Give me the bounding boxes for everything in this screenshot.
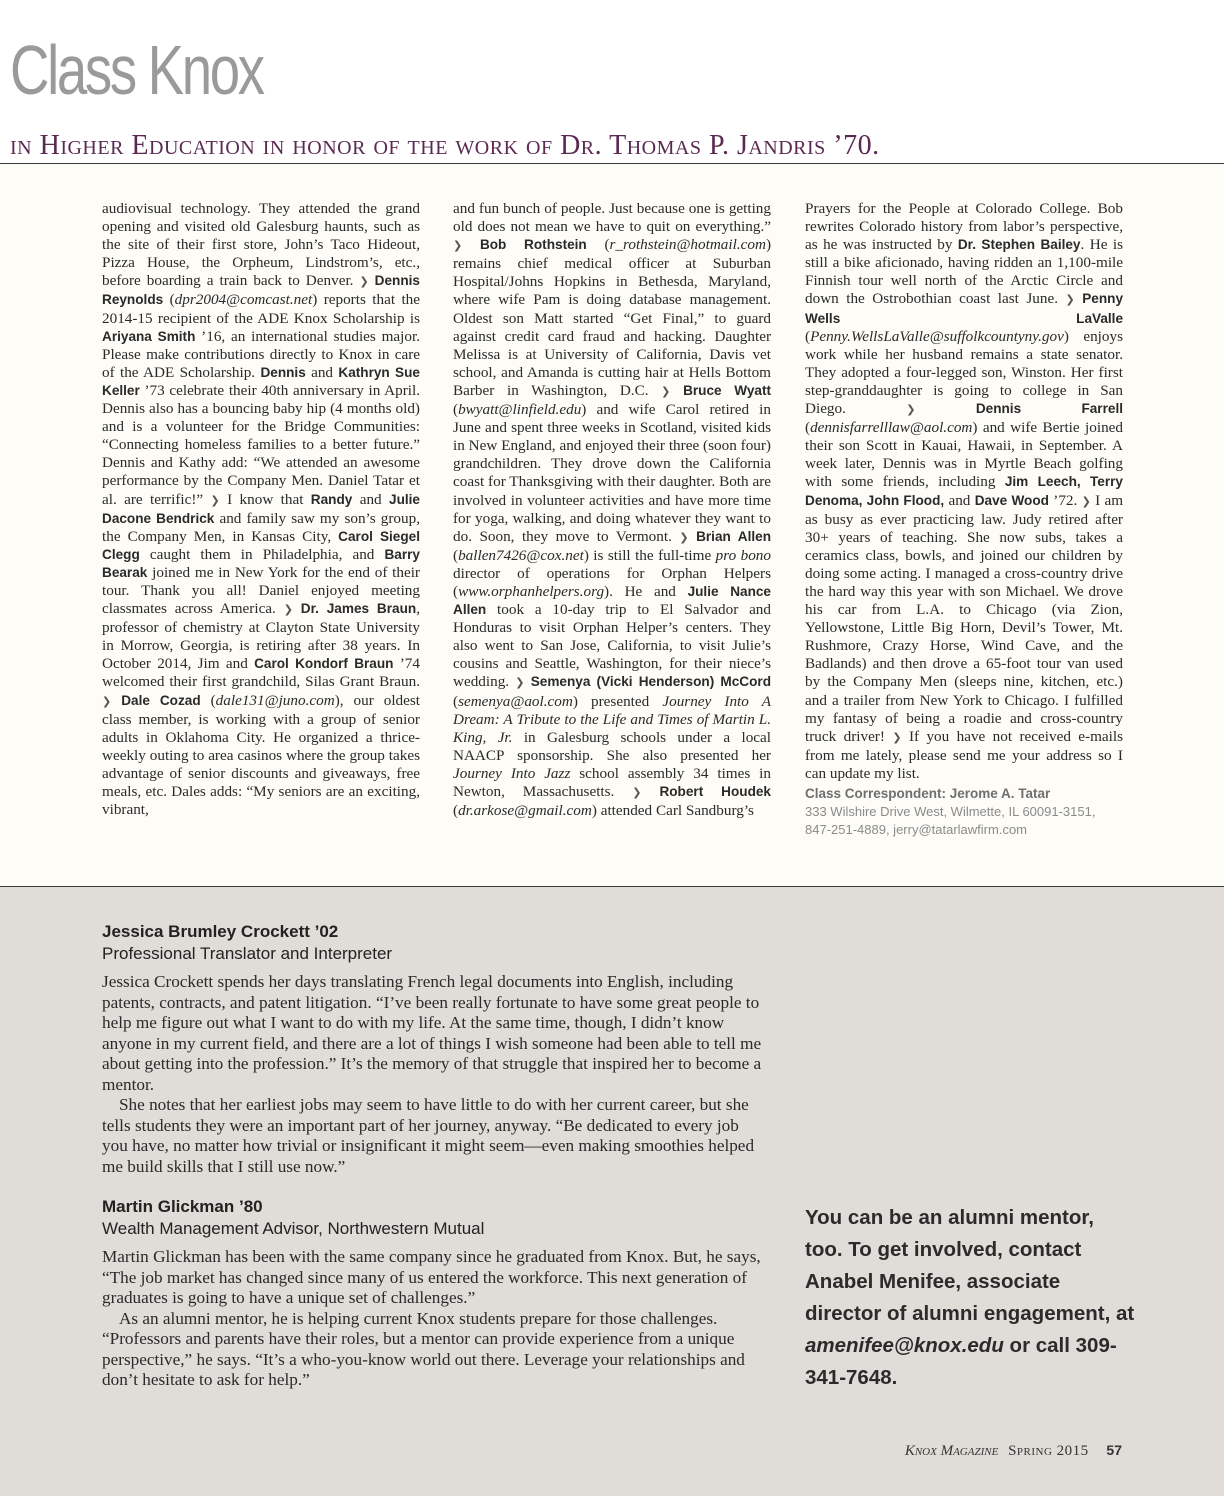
work-title: Journey Into Jazz (453, 764, 571, 782)
alum-name: Dale Cozad (121, 692, 201, 708)
chevron-icon: ❯ (1065, 293, 1075, 307)
correspondent-address: 333 Wilshire Drive West, Wilmette, IL 60091-3151, (805, 804, 1096, 820)
class-notes-column-1: audiovisual technology. They attended the grand opening and visited old Galesburg haunts, such as the site of their first store, John’s Taco Hideout, Pizza House, the Orpheum, Lindstrom’s, etc., before boarding a train back to Denver. ❯ Dennis Reynolds (dpr2004@comcast.net) reports that the 2014-15 recipient of the ADE Knox Scholarship is Ariyana Smith ’16, an international studies major. Please make contributions directly to Knox in care of the ADE Scholarship. Dennis and Kathryn Sue Keller ’73 celebrate their 40th anniversary in April. Dennis also has a bouncing baby hip (4 months old) and is a volunteer for the Bridge Communities: “Connecting homeless families to a better future.” Dennis and Kathy add: “We attended an awesome performance by the Company Men. Daniel Tatar et al. are terrific!” ❯ I know that Randy and Julie Dacone Bendrick and family saw my son’s group, the Company Men, in Kansas City, Carol Siegel Clegg caught them in Philadelphia, and Barry Bearak joined me in New York for the end of their tour. Thank you all! Daniel enjoyed meeting classmates across America. ❯ Dr. James Braun, professor of chemistry at Clayton State University in Morrow, Georgia, is retiring after 38 years. In October 2014, Jim and Carol Kondorf Braun ’74 welcomed their first grandchild, Silas Grant Braun. ❯ Dale Cozad (dale131@juno.com), our oldest class member, is working with a group of senior adults in Oklahoma City. He organized a thrice-weekly outing to area casinos where the group takes advantage of senior discounts and giveaways, free meals, etc. Dales adds: “My seniors are an exciting, vibrant, (102, 200, 421, 819)
bio-paragraph: As an alumni mentor, he is helping current Knox students prepare for those challenges. “Professors and parents have their roles, but a mentor can provide experience from a unique perspective,” he says. “It’s a who-you-know world out there. Leverage your relationships and don’t hesitate to ask for help.” (102, 1308, 745, 1389)
mentor-callout: You can be an alumni mentor, too. To get involved, contact Anabel Menifee, associate director of alumni engagement, at amenifee@knox.edu or call 309-341-7648. (805, 1206, 1135, 1389)
column-3-body: Prayers for the People at Colorado College. Bob rewrites Colorado history from labor’s perspective, as he was instructed by Dr. Stephen Bailey. He is still a bike aficionado, having ridden an 1,100-mile Finnish tour well north of the Arctic Circle and down the Ostrobothian coast last June. ❯ Penny Wells LaValle (Penny.WellsLaValle@suffolkcountyny.gov) enjoys work while her husband remains a state senator. They adopted a four-legged son, Winston. Her first step-granddaughter is going to college in San Diego. ❯ Dennis Farrell (dennisfarrelllaw@aol.com) and wife Bertie joined their son Scott in Kauai, Hawaii, in September. A week later, Dennis was in Myrtle Beach golfing with some friends, including Jim Leech, Terry Denoma, John Flood, and Dave Wood ’72. ❯ I am as busy as ever practicing law. Judy retired after 30+ years of teaching. She now subs, takes a ceramics class, bowls, and joined our children by doing some acting. I managed a cross-country drive the hard way this year with son Michael. We drove his car from L.A. to Chicago (via Zion, Yellowstone, Little Big Horn, Devil’s Tower, Mt. Rushmore, Crazy Horse, Wind Cave, and the Badlands) and then drove a 65-foot tour van used by the Company Men (sleeps nine, kitchen, etc.) and a trailer from New York to Chicago. I fulfilled my fantasy of being a roadie and cross-country truck driver! ❯ If you have not received e-mails from me lately, please send me your address so I can update my list. (805, 200, 1124, 782)
alum-name: Julie Dacone Bendrick (102, 491, 420, 526)
chevron-icon: ❯ (453, 239, 463, 253)
alum-name: Dave Wood (974, 492, 1049, 508)
alum-name: Dr. Stephen Bailey (957, 237, 1081, 253)
mentor-profile (102, 1197, 768, 1391)
class-notes-column-2: and fun bunch of people. Just because one is getting old does not mean we have to quit on everything.” ❯ Bob Rothstein (r_rothstein@hotmail.com) remains chief medical officer at Suburban Hospital/Johns Hopkins in Bethesda, Maryland, where wife Pam is doing database management. Oldest son Matt started “Get Final,” to guard against credit card fraud and hacking. Daughter Melissa is at University of California, Davis vet school, and Amanda is cutting hair at Hells Bottom Barber in Washington, D.C. ❯ Bruce Wyatt (bwyatt@linfield.edu) and wife Carol retired in June and spent three weeks in Scotland, visited kids in New England, and enjoyed their three (soon four) grandchildren. They drove down the California coast for Thanksgiving with their daughter. Both are involved in volunteer activities and have more time for yoga, walking, and doing whatever they want to do. Soon, they move to Vermont. ❯ Brian Allen (ballen7426@cox.net) is still the full-time pro bono director of operations for Orphan Helpers (www.orphanhelpers.org). He and Julie Nance Allen took a 10-day trip to El Salvador and Honduras to visit Orphan Helper’s centers. They also went to San Jose, California, to visit Julie’s cousins and Seattle, Washington, for their niece’s wedding. ❯ Semenya (Vicki Henderson) McCord (semenya@aol.com) presented Journey Into A Dream: A Tribute to the Life and Times of Martin L. King, Jr. in Galesburg schools under a local NAACP sponsorship. She also presented her Journey Into Jazz school assembly 34 times in Newton, Massachusetts. ❯ Robert Houdek (dr.arkose@gmail.com) attended Carl Sandburg’s (453, 200, 772, 820)
alum-name: Dennis Reynolds (102, 273, 420, 308)
page-footer (905, 1442, 1122, 1460)
email-link[interactable]: bwyatt@linfield.edu (458, 401, 582, 419)
chevron-icon: ❯ (1081, 494, 1091, 508)
alum-name: Dr. James Braun (300, 601, 417, 617)
mentor-name: Jessica Brumley Crockett ’02 (102, 922, 339, 941)
bio-paragraph: She notes that her earliest jobs may seem to have little to do with her current career, but she tells students they were an important part of her journey, anyway. “Be dedicated to every job you have, no matter how trivial or insignificant it might seem—even making smoothies helped me build skills that I still use now.” (102, 1095, 755, 1176)
alum-name: Semenya (Vicki Henderson) McCord (530, 674, 771, 690)
chevron-icon: ❯ (632, 786, 642, 799)
alum-name: Randy (310, 491, 353, 507)
section-title: Class Knox (10, 31, 263, 109)
mentor-bio (102, 972, 768, 1177)
banner-headline: in Higher Education in honor of the work of Dr. Thomas P. Jandris ’70. (10, 130, 880, 161)
chevron-icon: ❯ (102, 694, 112, 708)
alum-name: Jim Leech, Terry Denoma, John Flood, (805, 474, 1123, 508)
alum-name: Bruce Wyatt (683, 382, 771, 398)
alum-name: Dennis Farrell (975, 401, 1124, 417)
alum-name: Carol Kondorf Braun (254, 656, 394, 672)
mentor-role: Wealth Management Advisor, Northwestern Mutual (102, 1219, 485, 1238)
email-link[interactable]: dale131@juno.com (215, 691, 335, 709)
header-divider (0, 163, 1224, 164)
chevron-icon: ❯ (661, 384, 671, 398)
alum-name: Bob Rothstein (479, 237, 587, 253)
alum-name: Barry Bearak (102, 546, 420, 580)
chevron-icon: ❯ (679, 530, 689, 544)
page-header (0, 0, 1224, 164)
mentor-profile (102, 922, 768, 1177)
alum-name: Robert Houdek (659, 784, 771, 799)
page-number: 57 (1106, 1442, 1122, 1458)
chevron-icon: ❯ (892, 730, 902, 744)
bio-paragraph: Jessica Crockett spends her days translating French legal documents into English, including patents, contracts, and patent litigation. “I’ve been really fortunate to have some great people to help me figure out what I want to do with my life. At the same time, though, I didn’t know anyone in my current field, and there are a lot of things I wish someone had been able to tell me about getting into the profession.” It’s the memory of that struggle that inspired her to become a mentor. (102, 972, 762, 1094)
chevron-icon: ❯ (210, 493, 220, 507)
chevron-icon: ❯ (283, 603, 293, 617)
email-link[interactable]: r_rothstein@hotmail.com (609, 236, 766, 254)
email-link[interactable]: dr.arkose@gmail.com (458, 802, 592, 820)
email-link[interactable]: semenya@aol.com (458, 692, 573, 710)
email-link[interactable]: ballen7426@cox.net (458, 546, 584, 564)
email-link[interactable]: dennisfarrelllaw@aol.com (810, 419, 973, 437)
alum-name: Carol Siegel Clegg (102, 528, 420, 562)
alum-name: Ariyana Smith (102, 328, 196, 344)
issue-season: Spring 2015 (1008, 1443, 1089, 1459)
mentor-bio (102, 1247, 768, 1391)
class-notes-column-3 (805, 200, 1123, 839)
mentor-role: Professional Translator and Interpreter (102, 944, 393, 963)
chevron-icon: ❯ (359, 275, 369, 289)
bio-paragraph: Martin Glickman has been with the same company since he graduated from Knox. But, he says, “The job market has changed since many of us entered the workforce. This next generation of graduates is going to have a unique set of challenges.” (102, 1247, 761, 1307)
work-title: Journey Into A Dream: A Tribute to the Life and Times of Martin L. King, Jr. (453, 692, 771, 746)
mentor-name: Martin Glickman ’80 (102, 1197, 263, 1216)
publication-name: Knox Magazine (904, 1443, 999, 1459)
correspondent-contact[interactable]: 847-251-4889, jerry@tatarlawfirm.com (805, 822, 1028, 838)
chevron-icon: ❯ (515, 676, 525, 690)
alum-name: Julie Nance Allen (453, 583, 771, 618)
email-link[interactable]: dpr2004@comcast.net (174, 291, 313, 309)
email-link[interactable]: Penny.WellsLaValle@suffolkcountyny.gov (810, 327, 1064, 345)
alum-name: Penny Wells LaValle (805, 291, 1124, 326)
chevron-icon: ❯ (906, 403, 916, 417)
alum-name: Dennis (260, 364, 306, 380)
contact-email-link[interactable]: amenifee@knox.edu (805, 1334, 1004, 1357)
alum-name: Brian Allen (696, 528, 772, 544)
class-correspondent-label: Class Correspondent: Jerome A. Tatar (805, 786, 1051, 801)
alum-name: Kathryn Sue Keller (102, 364, 420, 398)
website-link[interactable]: www.orphanhelpers.org (458, 582, 605, 600)
